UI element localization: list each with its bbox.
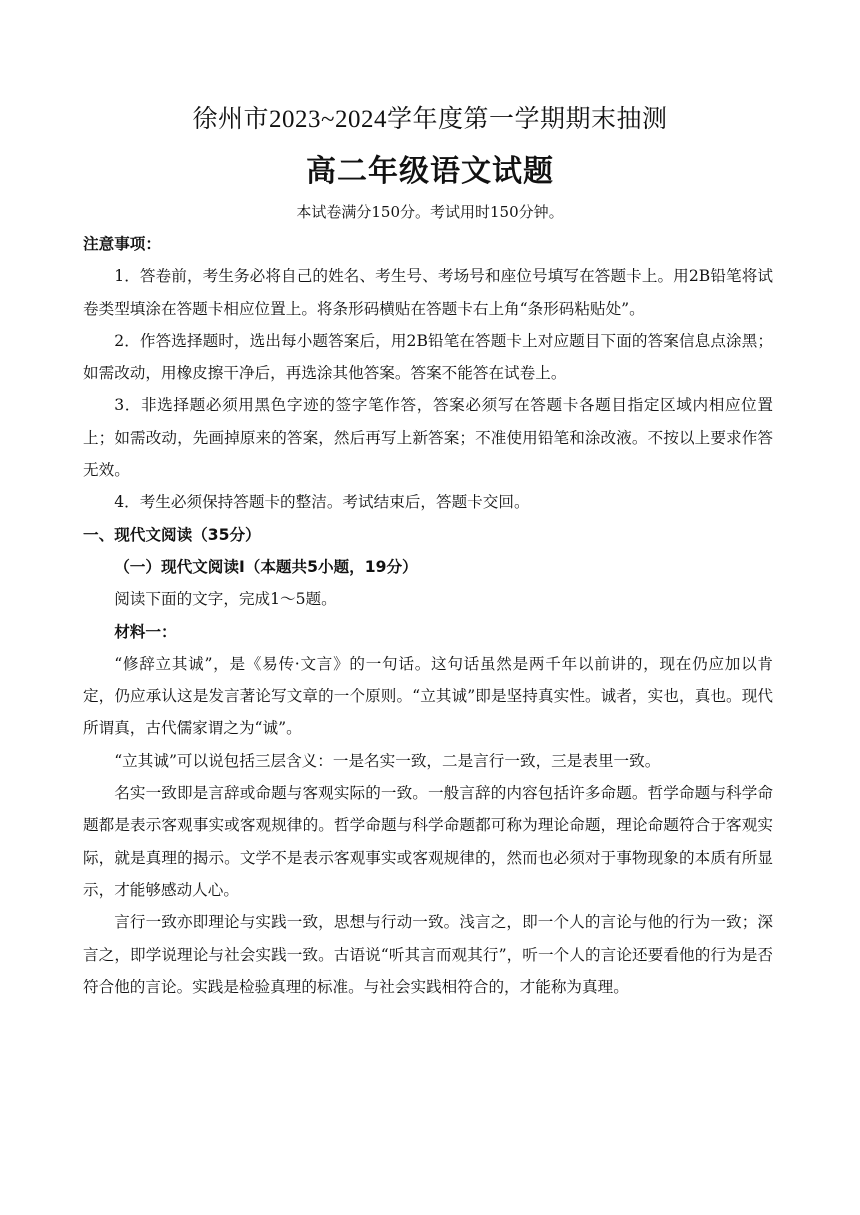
material-paragraph-3: 名实一致即是言辞或命题与客观实际的一致。一般言辞的内容包括许多命题。哲学命题与科学命题都是表示客观事实或客观规律的。哲学命题与科学命题都可称为理论命题，理论命题符合于客观实际，就是真理的揭示。文学不是表示客观事实或客观规律的，然而也必须对于事物现象的本质有所显示，才能够感动人心。 <box>83 784 773 899</box>
document-body <box>83 228 773 1003</box>
notice-item-4: 4．考生必须保持答题卡的整洁。考试结束后，答题卡交回。 <box>114 493 530 512</box>
reading-instruction: 阅读下面的文字，完成1～5题。 <box>114 590 337 609</box>
notice-heading: 注意事项： <box>83 235 161 253</box>
exam-title: 徐州市2023~2024学年度第一学期期末抽测 <box>192 106 668 133</box>
notice-item-2: 2．作答选择题时，选出每小题答案后，用2B铅笔在答题卡上对应题目下面的答案信息点涂黑；如需改动，用橡皮擦干净后，再选涂其他答案。答案不能答在试卷上。 <box>83 331 773 383</box>
notice-item-1: 1．答卷前，考生务必将自己的姓名、考生号、考场号和座位号填写在答题卡上。用2B铅笔将试卷类型填涂在答题卡相应位置上。将条形码横贴在答题卡右上角“条形码粘贴处”。 <box>83 267 773 318</box>
exam-subtitle: 高二年级语文试题 <box>306 154 554 189</box>
notice-item-3: 3．非选择题必须用黑色字迹的签字笔作答，答案必须写在答题卡各题目指定区域内相应位置上；如需改动，先画掉原来的答案，然后再写上新答案；不准使用铅笔和涂改液。不按以上要求作答无效。 <box>83 396 773 480</box>
subsection-heading: （一）现代文阅读Ⅰ（本题共5小题，19分） <box>114 557 418 576</box>
material-label: 材料一： <box>114 622 177 641</box>
material-paragraph-1: “修辞立其诚”，是《易传·文言》的一句话。这句话虽然是两千年以前讲的，现在仍应加以肯定，仍应承认这是发言著论写文章的一个原则。“立其诚”即是坚持真实性。诚者，实也，真也。现代所谓真，古代儒家谓之为“诚”。 <box>83 654 773 738</box>
exam-info: 本试卷满分150分。考试用时150分钟。 <box>296 203 564 221</box>
section-heading: 一、现代文阅读（35分） <box>83 525 261 544</box>
material-paragraph-2: “立其诚”可以说包括三层含义：一是名实一致，二是言行一致，三是表里一致。 <box>114 751 661 770</box>
material-paragraph-4: 言行一致亦即理论与实践一致，思想与行动一致。浅言之，即一个人的言论与他的行为一致；深言之，即学说理论与社会实践一致。古语说“听其言而观其行”，听一个人的言论还要看他的行为是否符合他的言论。实践是检验真理的标准。与社会实践相符合的，才能称为真理。 <box>83 913 773 996</box>
